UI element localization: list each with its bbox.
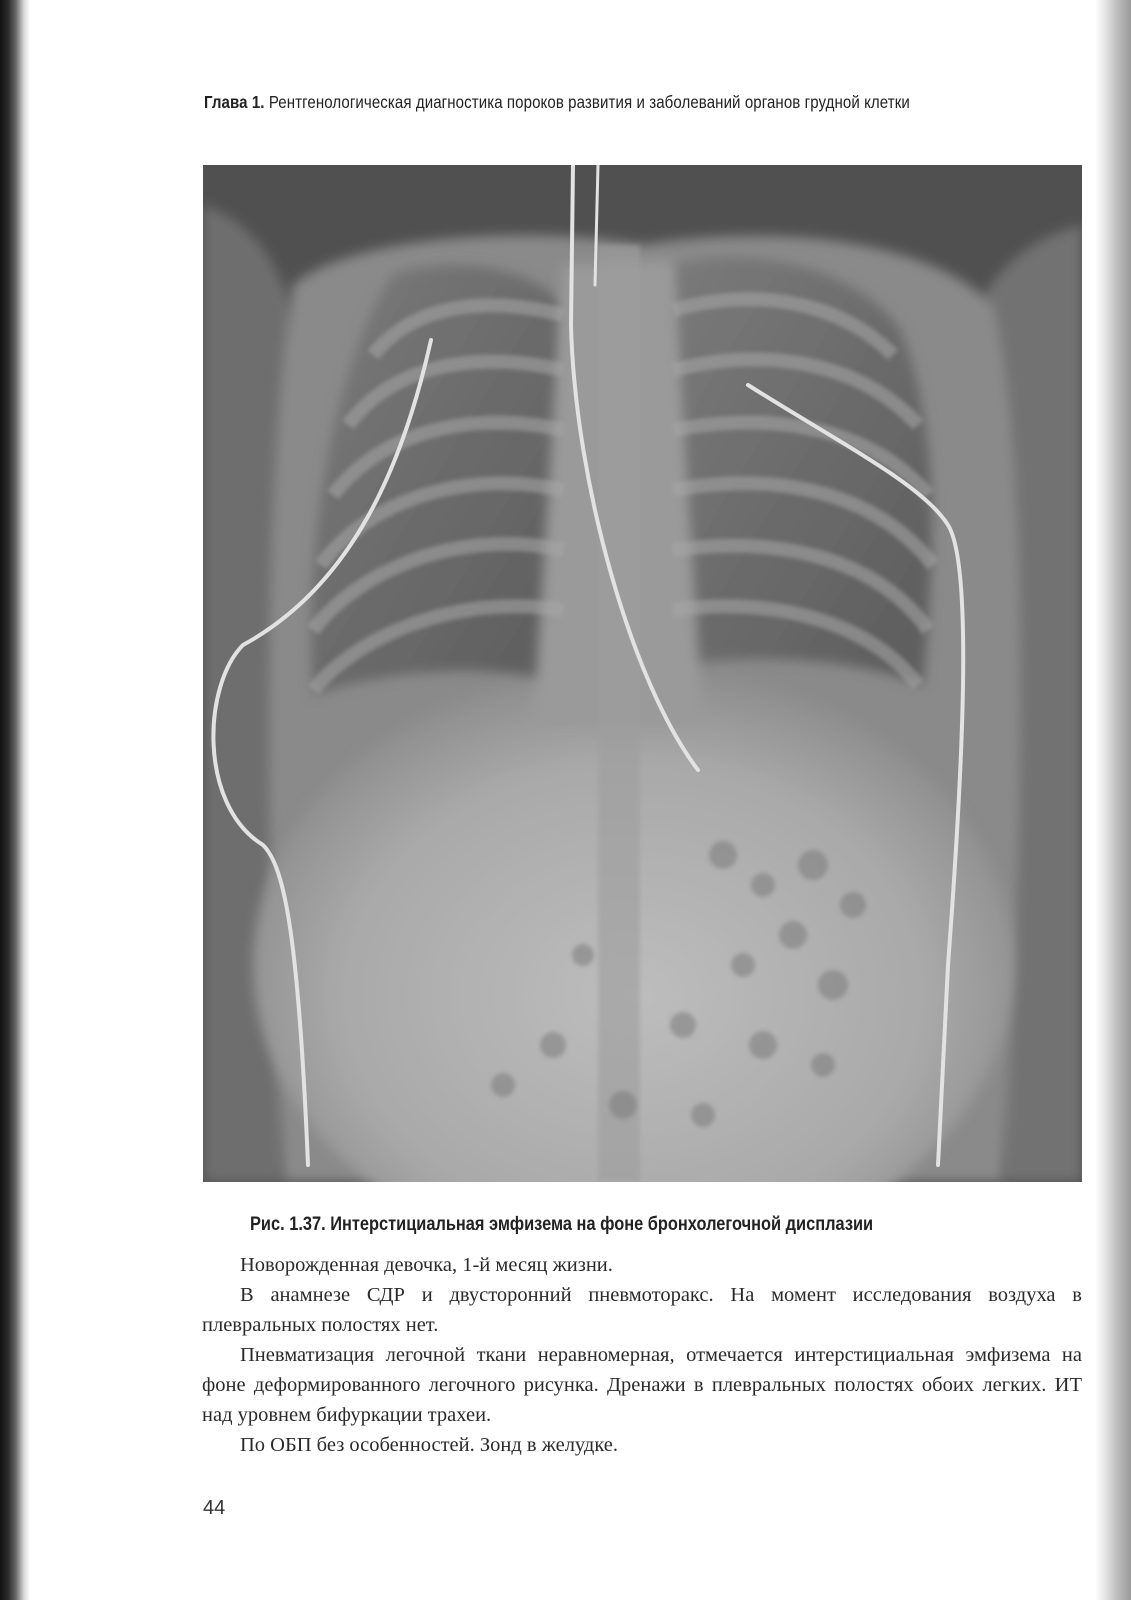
running-head (204, 92, 961, 113)
chapter-label: Глава 1. (204, 92, 265, 112)
xray-figure (203, 165, 1082, 1182)
body-text (202, 1250, 1082, 1460)
chapter-title: Рентгенологическая диагностика пороков развития и заболеваний органов грудной клетки (264, 92, 910, 112)
paragraph: Пневматизация легочной ткани неравномерная, отмечается интерстициальная эмфизема на фоне деформированного легочного рисунка. Дренажи в плевральных полостях обоих легких. ИТ над уровнем бифуркации трахеи. (202, 1344, 1082, 1426)
page-edge-shadow (1095, 0, 1131, 1600)
paragraph: В анамнезе СДР и двусторонний пневмоторакс. На момент исследования воздуха в плевральных полостях нет. (202, 1284, 1082, 1336)
paragraph: По ОБП без особенностей. Зонд в желудке. (240, 1434, 618, 1456)
page-number: 44 (203, 1497, 226, 1519)
chest-xray-image (203, 165, 1082, 1182)
figure-caption: Рис. 1.37. Интерстициальная эмфизема на фоне бронхолегочной дисплазии (250, 1213, 874, 1235)
book-spine-edge (0, 0, 30, 1600)
paragraph: Новорожденная девочка, 1-й месяц жизни. (240, 1254, 613, 1276)
